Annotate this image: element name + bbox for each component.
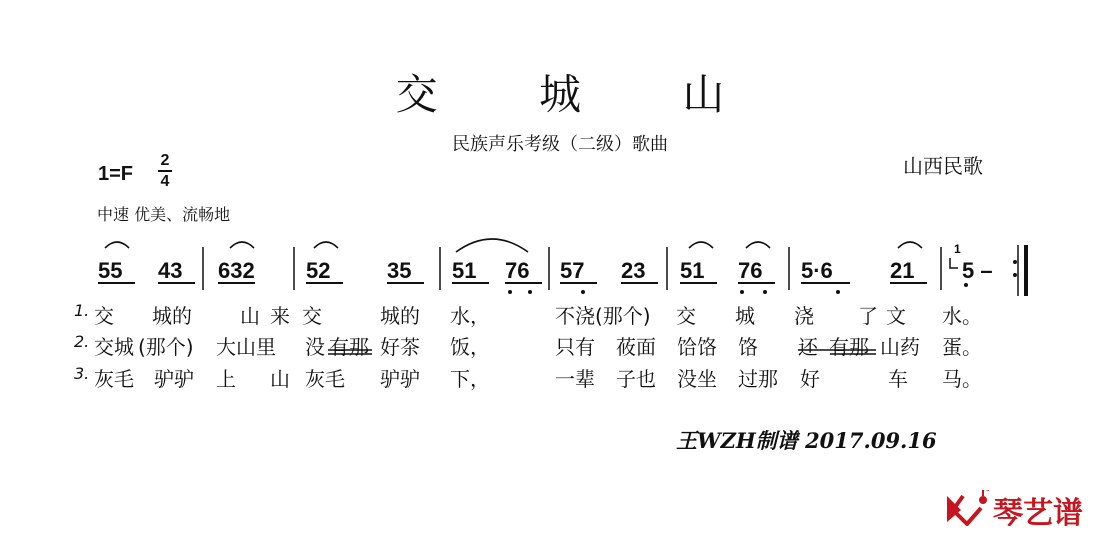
- lyric-syllable: 城: [735, 304, 755, 328]
- note-group: 76: [505, 258, 530, 283]
- lyric-syllable: 下，: [450, 367, 490, 391]
- time-bottom: 4: [160, 173, 170, 190]
- lyric-syllable: 山: [270, 367, 290, 391]
- volta-bracket: [950, 258, 958, 268]
- lyric-syllable: 驴驴: [380, 367, 420, 391]
- lyric-syllable: 文: [886, 304, 906, 328]
- note-group: 52: [306, 258, 331, 283]
- subtitle: 民族声乐考级（二级）歌曲: [452, 134, 668, 155]
- lyric-syllable: 还: [798, 335, 818, 359]
- lyric-syllable: 山: [240, 304, 260, 328]
- note-group: 5 –: [962, 258, 993, 283]
- lyric-syllable: 山药: [880, 335, 920, 359]
- note-group: 55: [98, 258, 123, 283]
- note-group: 51: [452, 258, 477, 283]
- note-group: 5·6: [801, 258, 833, 283]
- lyric-syllable: 饹: [738, 335, 758, 359]
- lyric-syllable: 莜面: [616, 335, 656, 359]
- lyric-syllable: 浇: [794, 304, 814, 328]
- lyric-syllable: 一辈: [555, 367, 595, 391]
- verse-number-3: 3.: [74, 364, 90, 383]
- lyric-syllable: 没: [305, 335, 325, 359]
- note-group: 23: [621, 258, 646, 283]
- lyric-syllable: 城的: [152, 304, 192, 328]
- lyric-syllable: 了: [858, 304, 878, 328]
- verse-number-2: 2.: [74, 332, 90, 351]
- lyric-syllable: 交: [676, 304, 696, 328]
- lyric-syllable: 饸饹: [677, 335, 717, 359]
- lyric-syllable: 好茶: [380, 335, 420, 359]
- logo-text: 琴艺谱: [993, 496, 1083, 531]
- lyric-syllable: 马。: [942, 367, 982, 391]
- lyric-syllable: 只有: [555, 335, 595, 359]
- time-top: 2: [160, 152, 170, 169]
- lyric-syllable: 交: [302, 304, 322, 328]
- song-title: 交 城 山: [395, 70, 769, 119]
- lyric-syllable: 交城: [94, 335, 134, 359]
- lyric-syllable: 不浇(那个): [555, 304, 651, 328]
- note-group: 43: [158, 258, 183, 283]
- key-signature: 1=F: [98, 163, 134, 185]
- volta-number: 1: [954, 242, 961, 256]
- lyric-syllable: 交: [94, 304, 114, 328]
- logo-mark-icon: [943, 490, 991, 530]
- lyric-syllable: 蛋。: [942, 335, 982, 359]
- lyric-syllable: 来: [270, 304, 290, 328]
- verse-number-1: 1.: [74, 301, 90, 320]
- lyric-syllable: 大山里: [216, 335, 276, 359]
- lyric-syllable: 灰毛: [305, 367, 345, 391]
- note-group: 632: [218, 258, 255, 283]
- lyric-syllable: 车: [888, 367, 908, 391]
- song-origin: 山西民歌: [903, 154, 983, 178]
- lyric-syllable: (那个): [138, 335, 194, 359]
- lyric-syllable: 驴驴: [154, 367, 194, 391]
- lyric-syllable: 饭，: [450, 335, 490, 359]
- lyric-syllable: 好: [800, 367, 820, 391]
- lyric-syllable: 过那: [738, 367, 778, 391]
- lyric-syllable: 子也: [616, 367, 656, 391]
- lyric-syllable: 水。: [942, 304, 982, 328]
- note-group: 57: [560, 258, 585, 283]
- tempo-marking: 中速 优美、流畅地: [97, 205, 231, 224]
- note-group: 21: [890, 258, 915, 283]
- note-group: 76: [738, 258, 763, 283]
- lyric-syllable: 上: [216, 367, 236, 391]
- lyric-syllable: 有那: [829, 335, 869, 359]
- slurs: [105, 239, 922, 252]
- lyric-syllable: 水，: [450, 304, 490, 328]
- watermark-logo: [943, 488, 1083, 532]
- lyric-syllable: 没坐: [677, 367, 717, 391]
- lyric-syllable: 灰毛: [94, 367, 134, 391]
- lyric-syllable: 有那: [329, 335, 369, 359]
- note-group: 51: [680, 258, 705, 283]
- note-group: 35: [387, 258, 412, 283]
- lyric-syllable: 城的: [380, 304, 420, 328]
- transcriber-credit: 王WZH制谱 2017.09.16: [676, 428, 937, 453]
